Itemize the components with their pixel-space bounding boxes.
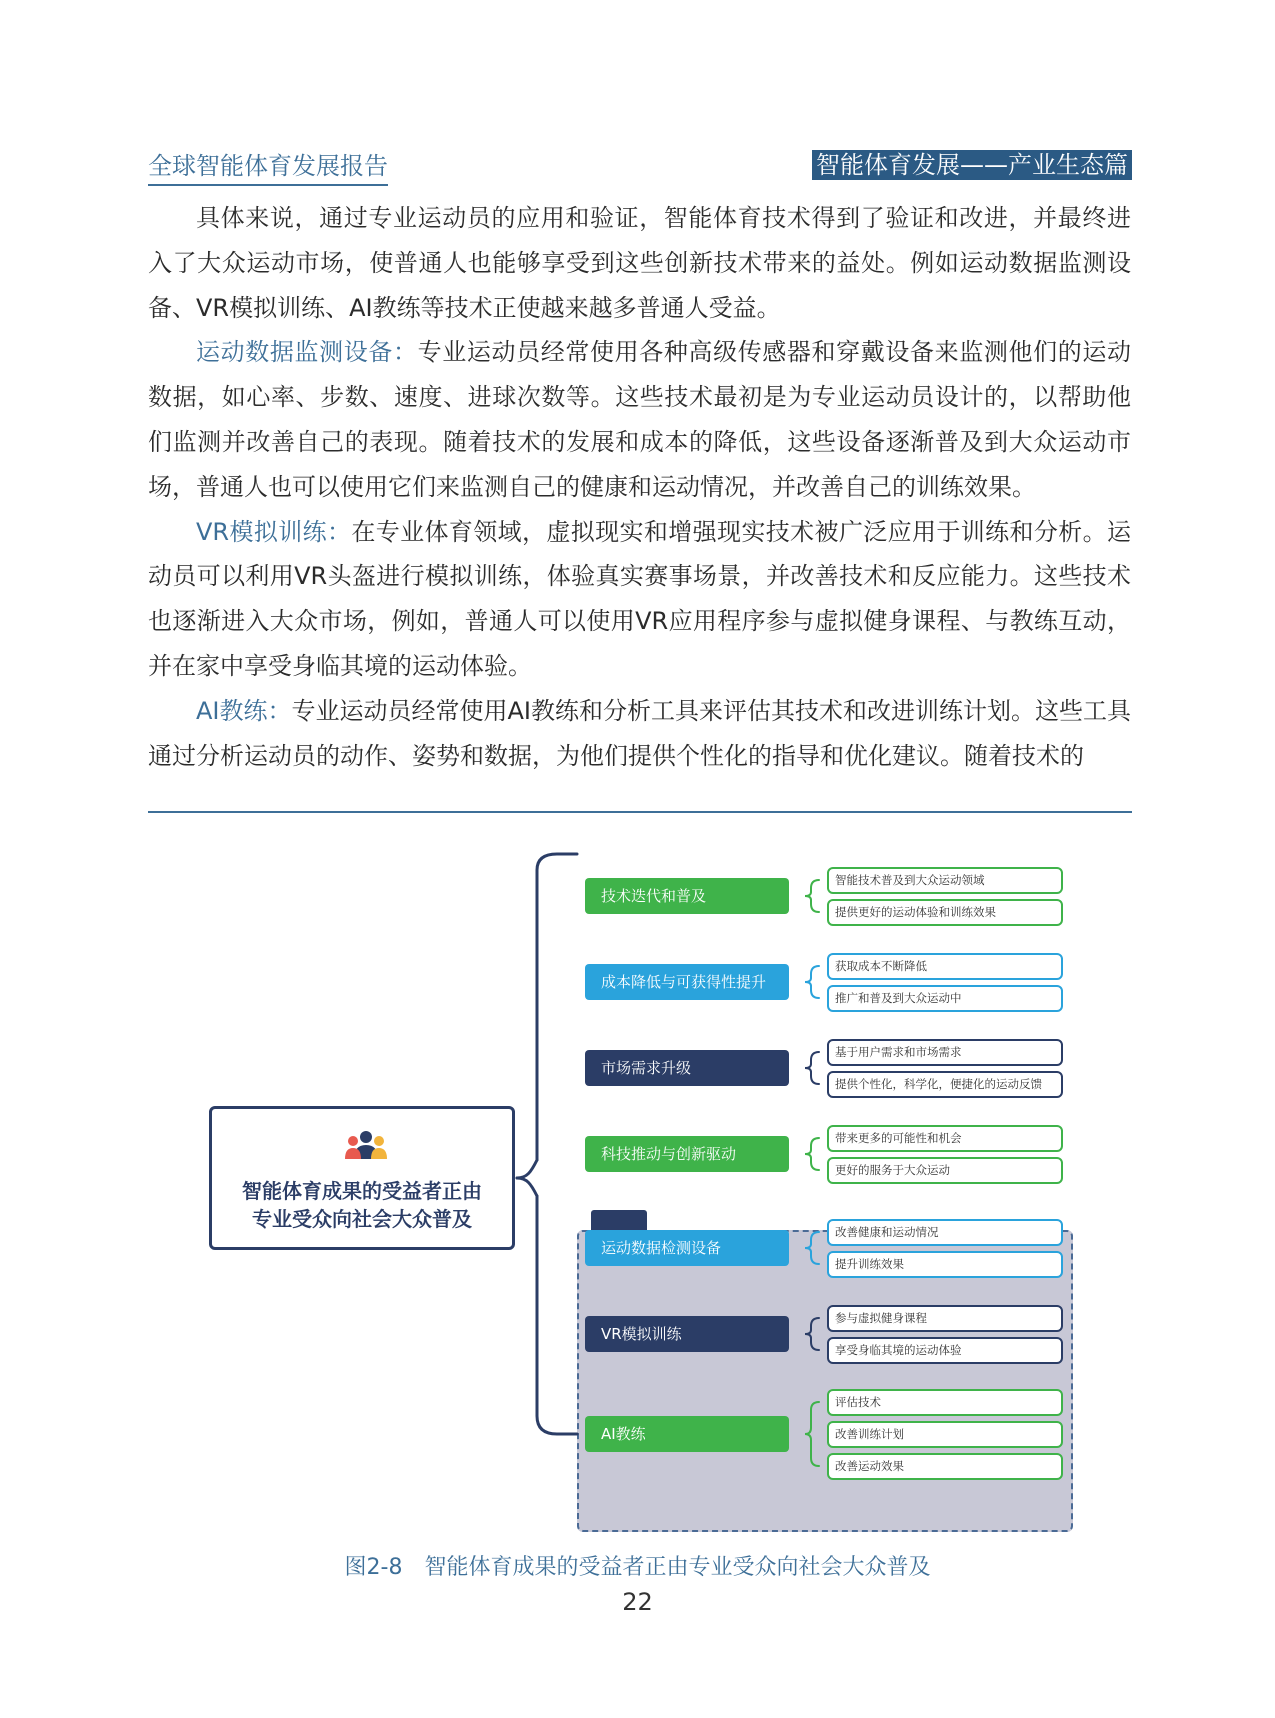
running-header-right: 智能体育发展——产业生态篇 <box>812 150 1132 180</box>
paragraph-text: 专业运动员经常使用AI教练和分析工具来评估其技术和改进训练计划。这些工具通过分析运动员的动作、姿势和数据，为他们提供个性化的指导和优化建议。随着技术的 <box>148 696 1131 770</box>
central-topic-line: 专业受众向社会大众普及 <box>252 1207 472 1231</box>
body-text <box>148 196 1131 778</box>
leaf-item: 享受身临其境的运动体验 <box>827 1337 1063 1364</box>
central-topic-line: 智能体育成果的受益者正由 <box>242 1179 482 1203</box>
leaf-item: 提供更好的运动体验和训练效果 <box>827 899 1063 926</box>
category-tech-iteration: 技术迭代和普及 <box>585 878 789 914</box>
leaf-item: 基于用户需求和市场需求 <box>827 1039 1063 1066</box>
leaf-item: 改善健康和运动情况 <box>827 1219 1063 1246</box>
leaf-item: 获取成本不断降低 <box>827 953 1063 980</box>
paragraph-monitoring <box>148 330 1131 509</box>
figure-caption: 图2-8 智能体育成果的受益者正由专业受众向社会大众普及 <box>344 1555 931 1580</box>
bracket-bottom <box>537 1196 577 1434</box>
category-vr-training: VR模拟训练 <box>585 1316 789 1352</box>
section-divider <box>148 811 1132 813</box>
running-header-left: 全球智能体育发展报告 <box>148 150 388 186</box>
category-ai-coach: AI教练 <box>585 1416 789 1452</box>
people-group-icon <box>344 1129 388 1161</box>
leaf-item: 智能技术普及到大众运动领域 <box>827 867 1063 894</box>
paragraph-text: 专业运动员经常使用各种高级传感器和穿戴设备来监测他们的运动数据，如心率、步数、速度、进球次数等。这些技术最初是为专业运动员设计的，以帮助他们监测并改善自己的表现。随着技术的发展和成本的降低，这些设备逐渐普及到大众运动市场，普通人也可以使用它们来监测自己的健康和运动情况，并改善自己的训练效果。 <box>148 338 1132 501</box>
paragraph-text: 在专业体育领域，虚拟现实和增强现实技术被广泛应用于训练和分析。运动员可以利用VR头盔进行模拟训练，体验真实赛事场景，并改善技术和反应能力。这些技术也逐渐进入大众市场，例如，普通人可以使用VR应用程序参与虚拟健身课程、与教练互动，并在家中享受身临其境的运动体验。 <box>148 517 1132 680</box>
central-topic-title <box>212 1177 512 1233</box>
leaf-item: 参与虚拟健身课程 <box>827 1305 1063 1332</box>
leaf-item: 带来更多的可能性和机会 <box>827 1125 1063 1152</box>
paragraph-keyword: 运动数据监测设备： <box>196 338 418 367</box>
leaf-item: 更好的服务于大众运动 <box>827 1157 1063 1184</box>
paragraph-ai <box>148 689 1131 779</box>
paragraph-vr <box>148 510 1131 689</box>
leaf-item: 提供个性化，科学化，便捷化的运动反馈 <box>827 1071 1063 1098</box>
category-innovation: 科技推动与创新驱动 <box>585 1136 789 1172</box>
leaf-item: 推广和普及到大众运动中 <box>827 985 1063 1012</box>
bracket-top <box>537 854 577 1160</box>
paragraph-text: 具体来说，通过专业运动员的应用和验证，智能体育技术得到了验证和改进，并最终进入了大众运动市场，使普通人也能够享受到这些创新技术带来的益处。例如运动数据监测设备、VR模拟训练、AI教练等技术正使越来越多普通人受益。 <box>148 204 1131 322</box>
paragraph-keyword: VR模拟训练： <box>196 517 352 546</box>
leaf-item: 改善运动效果 <box>827 1453 1063 1480</box>
category-cost-reduction: 成本降低与可获得性提升 <box>585 964 789 1000</box>
paragraph-keyword: AI教练： <box>196 696 292 725</box>
category-market-demand: 市场需求升级 <box>585 1050 789 1086</box>
leaf-item: 评估技术 <box>827 1389 1063 1416</box>
category-data-monitoring: 运动数据检测设备 <box>585 1230 789 1266</box>
paragraph-intro <box>148 196 1131 330</box>
leaf-item: 改善训练计划 <box>827 1421 1063 1448</box>
mind-map-diagram <box>205 850 1075 1540</box>
leaf-item: 提升训练效果 <box>827 1251 1063 1278</box>
central-topic <box>209 1106 515 1250</box>
page-number: 22 <box>622 1588 653 1616</box>
